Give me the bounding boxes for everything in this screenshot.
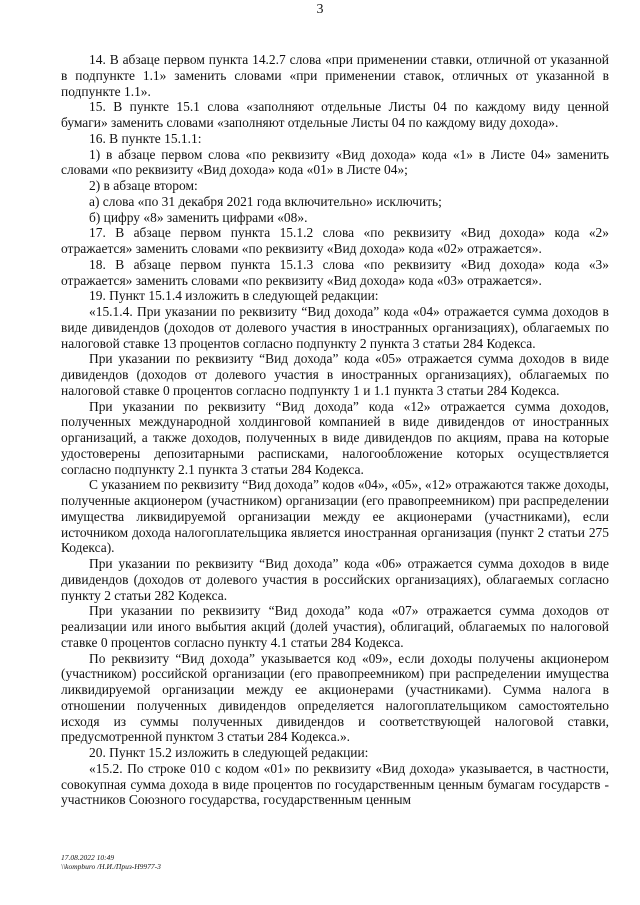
quoted-codes-04-05-12: С указанием по реквизиту “Вид дохода” кодов «04», «05», «12» отражаются также доходы, полученные акционером (участником) организации (его правопреемником) при распределении имущества ликвидируемой организации между ее акционерами (участниками), если источником дохода налогоплательщика является иностранная организация (пункт 2 статьи 275 Кодекса).	[61, 477, 610, 556]
paragraph-16-item-2: 2) в абзаце втором:	[89, 178, 198, 193]
paragraph-18: 18. В абзаце первом пункта 15.1.3 слова «по реквизиту «Вид дохода» кода «3» отражается» заменить словами «по реквизиту «Вид дохода» кода «03» отражается».	[61, 256, 609, 288]
paragraph-19: 19. Пункт 15.1.4 изложить в следующей редакции:	[89, 288, 379, 304]
paragraph-16-item-2b: б) цифру «8» заменить цифрами «08».	[89, 209, 308, 225]
paragraph-16-item-2a: а) слова «по 31 декабря 2021 года включительно» исключить;	[89, 193, 442, 209]
quoted-code-09: По реквизиту “Вид дохода” указывается код «09», если доходы получены акционером (участником) российской организации (его правопреемником) при распределении имущества ликвидируемой организации между ее акционерами (участниками). Сумма налога в отношении полученных дивидендов определяется налогоплательщиком самостоятельно исходя из суммы полученных дивидендов и соответствующей налоговой ставки, предусмотренной пунктом 3 статьи 284 Кодекса.».	[61, 650, 609, 745]
quoted-code-07: При указании по реквизиту “Вид дохода” кода «07» отражается сумма доходов от реализации или иного выбытия акций (долей участия), облигаций, облагаемых по налоговой ставке 0 процентов согласно пункту 4.1 статьи 284 Кодекса.	[61, 603, 609, 650]
footer-timestamp: 17.08.2022 10:49	[61, 853, 115, 862]
page-number: 3	[316, 2, 324, 17]
paragraph-14: 14. В абзаце первом пункта 14.2.7 слова «при применении ставки, отличной от указанной в подпункте 1.1» заменить словами «при применении ставок, отличных от указанной в подпункте 1.1».	[61, 52, 609, 99]
paragraph-16-item-1: 1) в абзаце первом слова «по реквизиту «Вид дохода» кода «1» в Листе 04» заменить словами «по реквизиту «Вид дохода» кода «01» в Листе 04»;	[61, 146, 609, 178]
paragraph-20: 20. Пункт 15.2 изложить в следующей редакции:	[89, 745, 369, 760]
footer-stamp	[61, 853, 161, 871]
paragraph-15: 15. В пункте 15.1 слова «заполняют отдельные Листы 04 по каждому виду ценной бумаги» заменить словами «заполняют отдельные Листы 04 по каждому виду дохода».	[61, 99, 609, 130]
paragraph-16: 16. В пункте 15.1.1:	[89, 130, 202, 146]
quoted-15-1-4-code-04: «15.1.4. При указании по реквизиту “Вид дохода” кода «04» отражается сумма доходов в виде дивидендов (доходов от долевого участия в иностранных организациях), облагаемых по налоговой ставке 13 процентов согласно подпункту 2 пункта 3 статьи 284 Кодекса.	[61, 304, 609, 351]
document-body	[61, 52, 609, 808]
quoted-code-06: При указании по реквизиту “Вид дохода” кода «06» отражается сумма доходов в виде дивидендов (доходов от долевого участия в российских организациях), облагаемых согласно пункту 2 статьи 282 Кодекса.	[61, 556, 609, 603]
quoted-code-12: При указании по реквизиту “Вид дохода” кода «12» отражается сумма доходов, полученных международной холдинговой компанией в виде дивидендов от иностранных организаций, а также доходов, полученных в виде дивидендов по акциям, права на которые удостоверены депозитарными расписками, налогообложение которых осуществляется согласно подпункту 2.1 пункта 3 статьи 284 Кодекса.	[61, 398, 609, 477]
paragraph-17: 17. В абзаце первом пункта 15.1.2 слова «по реквизиту «Вид дохода» кода «2» отражается» заменить словами «по реквизиту «Вид дохода» кода «02» отражается».	[61, 225, 609, 256]
footer-file-path: \\kompburo /Н.И./Приз-Н9977-3	[61, 862, 161, 871]
quoted-15-2: «15.2. По строке 010 с кодом «01» по реквизиту «Вид дохода» указывается, в частности, совокупная сумма дохода в виде процентов по государственным ценным бумагам государств - участников Союзного государства, государственным ценным	[61, 760, 609, 808]
quoted-code-05: При указании по реквизиту “Вид дохода” кода «05» отражается сумма доходов в виде дивидендов (доходов от долевого участия в иностранных организациях), облагаемых по налоговой ставке 0 процентов согласно подпункту 1 и 1.1 пункта 3 статьи 284 Кодекса.	[61, 351, 609, 398]
